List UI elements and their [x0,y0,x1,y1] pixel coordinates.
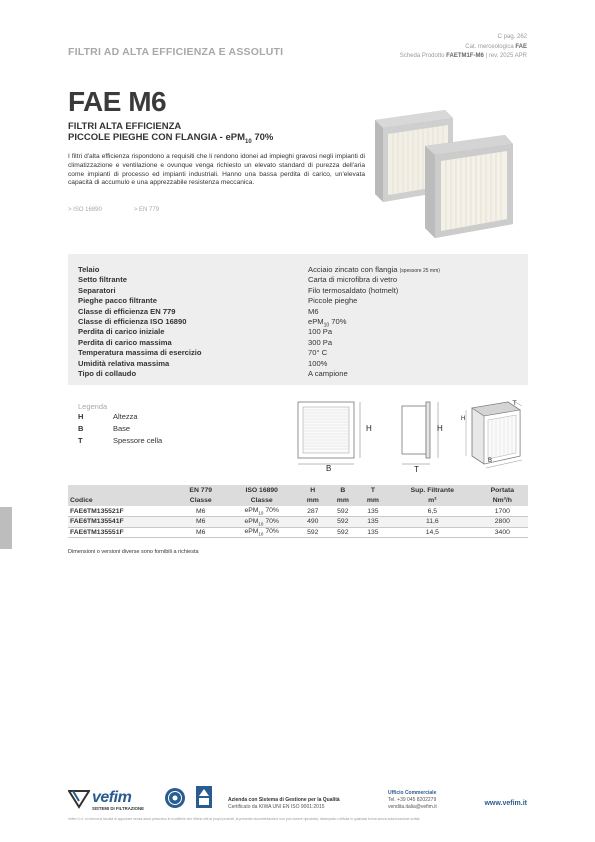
spec-key: Umidità relativa massima [78,358,170,368]
side-t-label: T [414,465,419,474]
spec-value: A campione [308,369,348,378]
logo-mark-icon [68,788,90,810]
spec-value: Carta di microfibra di vetro [308,275,398,285]
spec-value: ePM$_{10}$ 70% [308,317,347,329]
table-row: FAE6TM135521F M6 ePM$_{10}$ 70% 287 592 135 6,5 1700 [68,506,528,517]
legend-item: H Altezza [78,412,138,421]
spec-key: Temperatura massima di esercizio [78,348,202,358]
spec-value: Piccole pieghe [308,296,358,306]
table-note: Dimensioni o versioni diverse sono fornibili a richiesta [68,549,199,555]
side-tab [0,507,12,549]
spec-value: 300 Pa [308,337,333,347]
spec-table [68,254,528,385]
legend-item: B Base [78,424,131,433]
table-group-header: EN 779 ISO 16890 H B T Sup. Filtrante Portata [68,485,528,496]
table-header: Codice Classe Classe mm mm mm m² Nm³/h [68,496,528,507]
norm-iso: > ISO 16890 [68,207,102,213]
spec-value: 70° C [308,348,328,358]
spec-key: Classe di efficienza ISO 16890 [78,317,187,326]
front-h-label: H [366,424,372,433]
spec-key: Perdita di carico massima [78,337,172,347]
spec-key: Telaio [78,265,100,274]
spec-value: M6 [308,306,319,316]
product-description: I filtri d'alta efficienza rispondono a requisiti che li rendono idonei ad impieghi gravosi negli impianti di climatizzazione e ventilazione e ovunque venga richiesto un elevato standard di purezza dell'aria come impianti di processo ed impianti industriali. Hanno una bassa perdita di carico, un'elevata capacità di accumulo e una apprezzabile resistenza meccanica. [68,153,365,187]
logo-subtitle: SISTEMI DI FILTRAZIONE [92,806,144,811]
spec-key: Tipo di collaudo [78,369,137,378]
iso-t-label: T [513,401,517,407]
spec-key: Pieghe pacco filtrante [78,296,157,306]
spec-value: Acciaio zincato con flangia (spessore 25 mm) [308,265,440,274]
section-title: FILTRI AD ALTA EFFICIENZA E ASSOLUTI [68,46,284,58]
certification-seal-icon [164,787,186,809]
spec-key: Classe di efficienza EN 779 [78,306,176,316]
website-link[interactable]: www.vefim.it [484,800,527,807]
front-b-label: B [326,464,332,473]
iso-h-label: H [461,416,466,422]
footer-fine-print: Vefim S.r.l. si riserva la facoltà di apportare senza alcun preavviso le modifiche che ritiene utili ai propri prodotti, la presente documentazione non può essere riprodotta, ristampata o diffusa in qualsiasi forma senza autorizzazione scritta. [68,817,421,821]
side-h-label: H [437,424,443,433]
footer-office: Ufficio Commerciale Tel. +39 045 8202279 vendita.italia@vefim.it [388,790,437,810]
spec-key: Perdita di carico iniziale [78,327,165,337]
norms [68,207,191,213]
norm-en: > EN 779 [133,207,160,213]
iso-view-drawing [458,398,530,473]
spec-key: Separatori [78,285,116,295]
iso-b-label: B [488,458,493,464]
quality-mark-icon [195,785,213,809]
header-meta [400,33,527,62]
table-row: FAE6TM135551F M6 ePM$_{10}$ 70% 592 592 135 14,5 3400 [68,527,528,538]
side-view-drawing [400,400,445,475]
table-row: FAE6TM135541F M6 ePM$_{10}$ 70% 490 592 135 11,6 2800 [68,517,528,528]
category-line: Cat. merceologica FAE [465,43,527,50]
spec-key: Setto filtrante [78,275,127,285]
product-table [68,485,528,538]
footer-company: Azienda con Sistema di Gestione per la Qualità Certificato da KIWA UNI EN ISO 9001:2015 [228,797,340,810]
page-line: C pag. 262 [497,34,527,40]
logo-text: vefim [92,789,132,806]
product-subtitle: FILTRI ALTA EFFICIENZA PICCOLE PIEGHE CON FLANGIA - ePM$_{10}$ 70% [68,121,274,145]
product-title: FAE M6 [68,86,167,117]
legend-title: Legenda [78,402,108,411]
office-email-link[interactable]: vendita.italia@vefim.it [388,804,437,810]
sheet-line: Scheda Prodotto FAETM1F-M6 | rev. 2025 APR [399,53,527,59]
spec-value: 100% [308,358,328,368]
spec-value: Filo termosaldato (hotmelt) [308,285,399,295]
legend-item: T Spessore cella [78,436,163,445]
product-photo [355,110,545,240]
spec-value: 100 Pa [308,327,333,337]
